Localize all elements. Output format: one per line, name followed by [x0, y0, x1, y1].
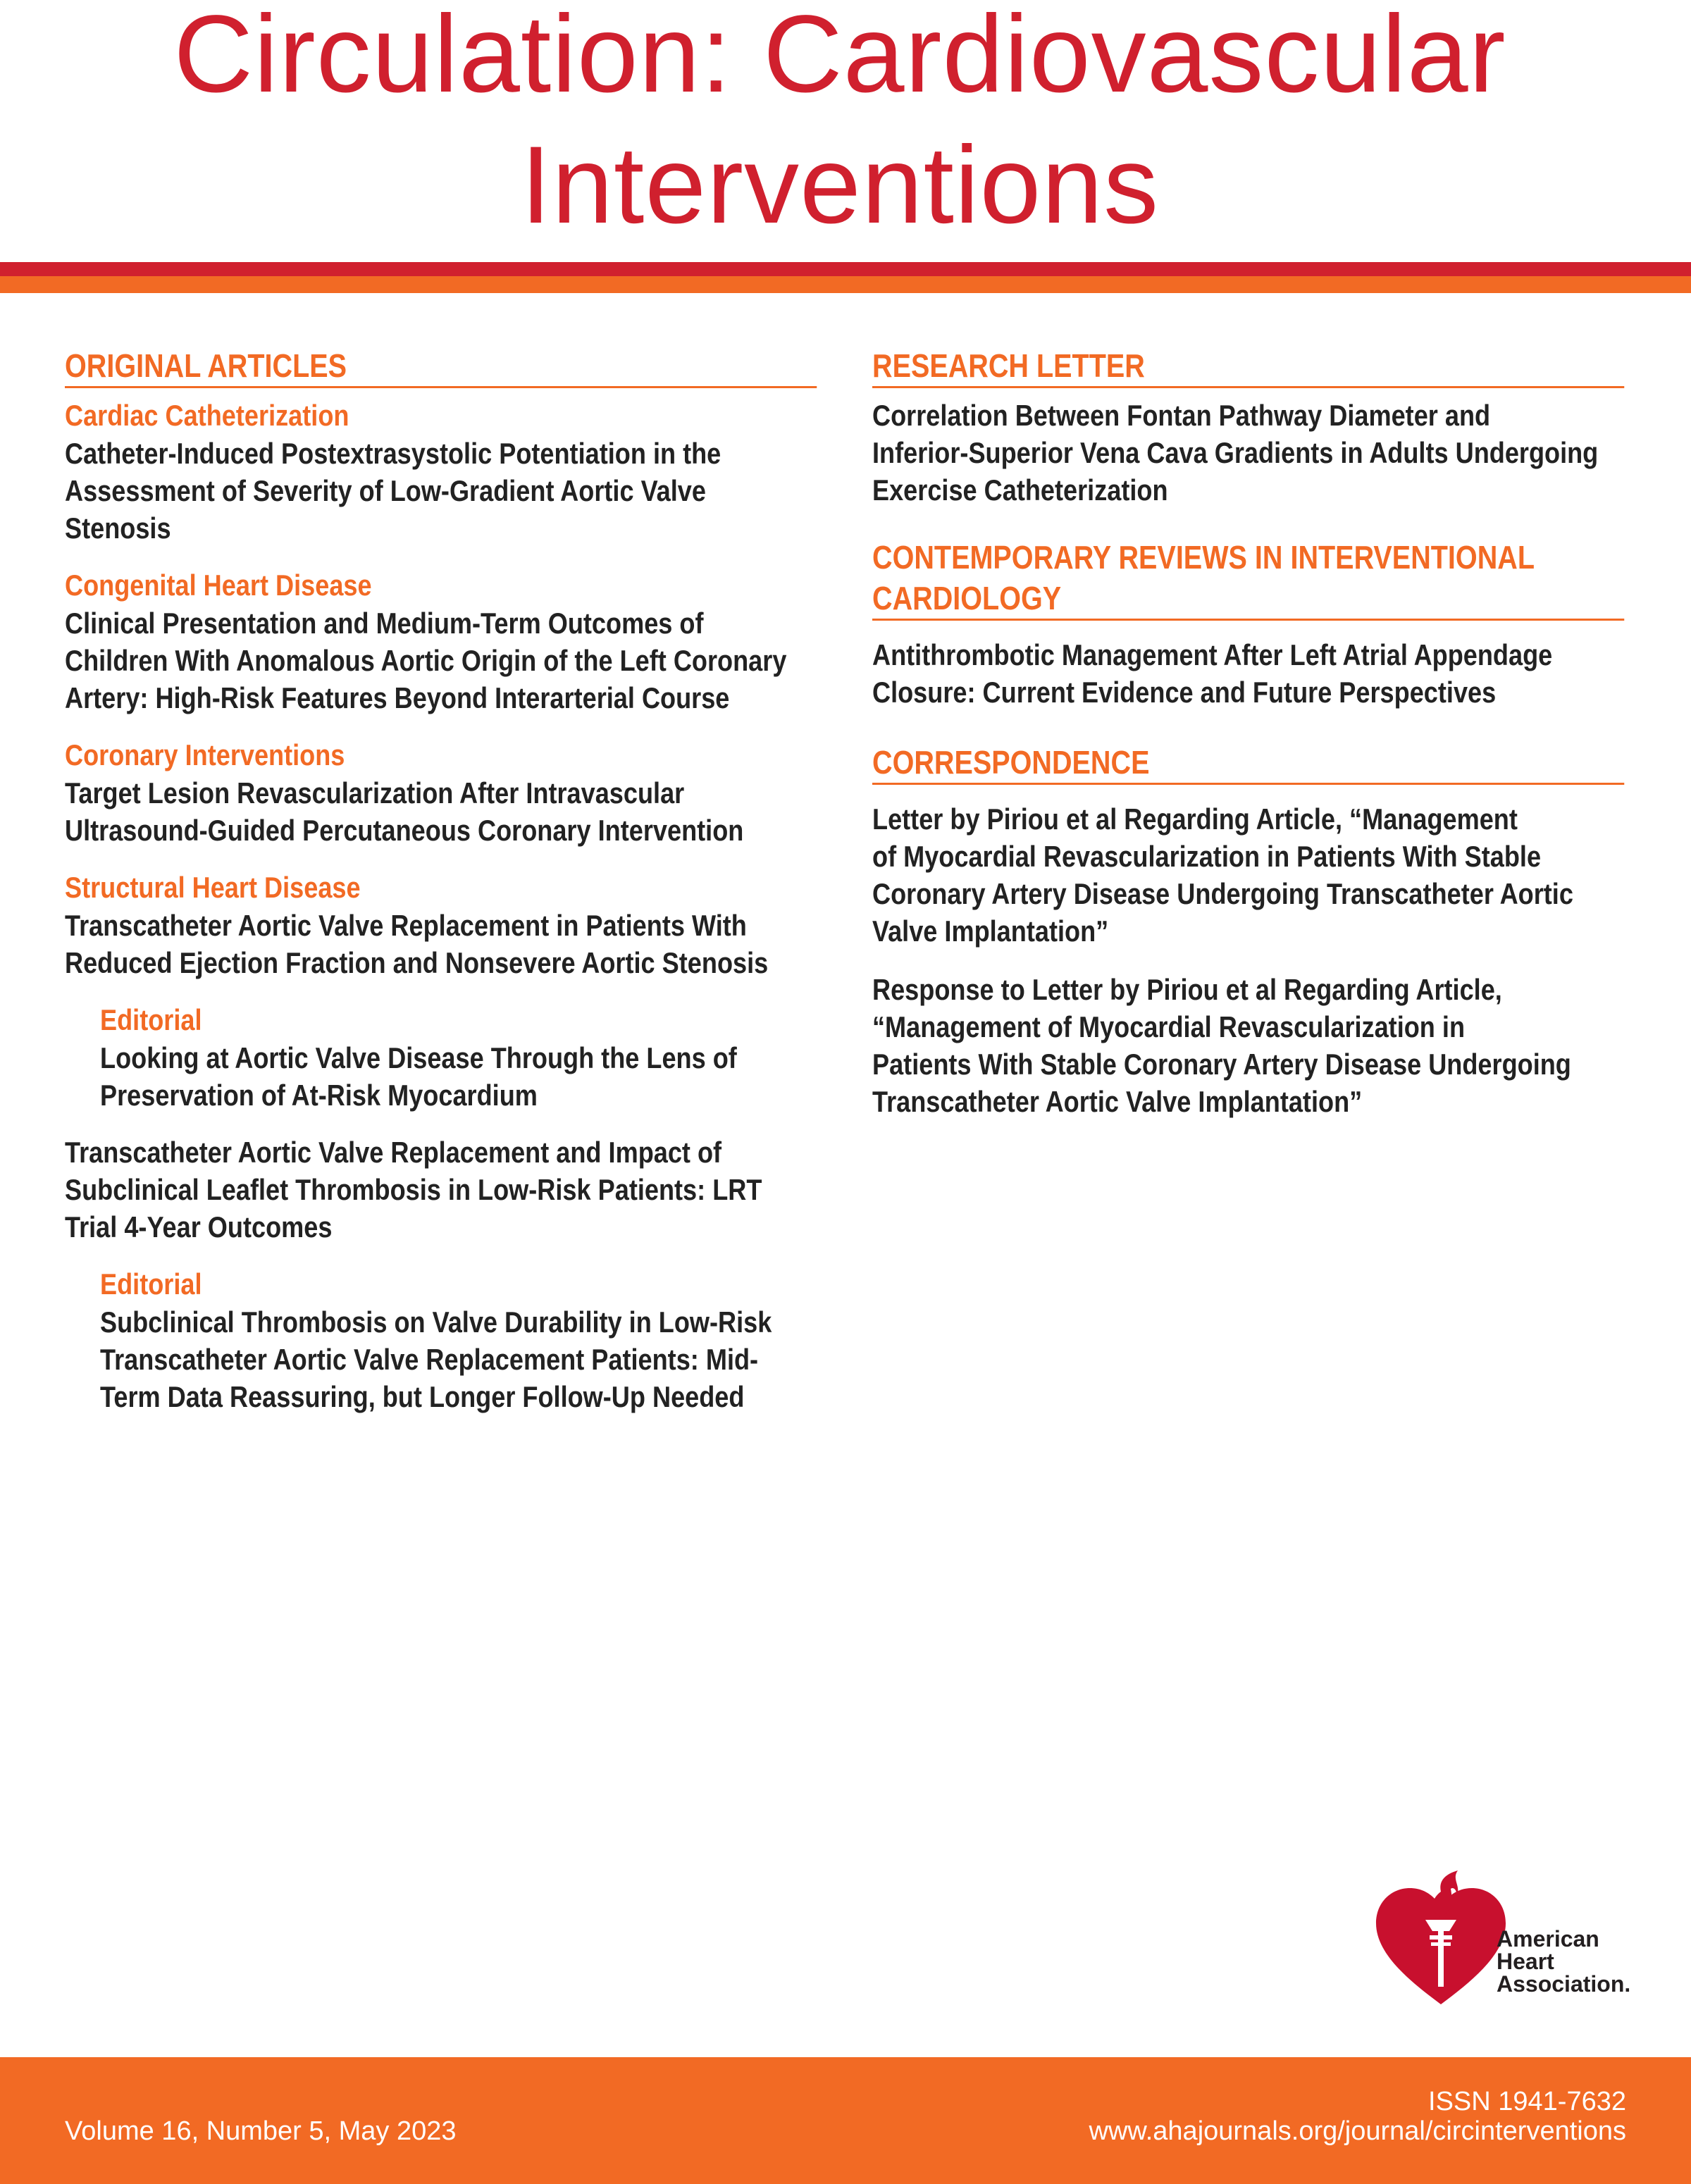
article-title-line: Correlation Between Fontan Pathway Diameter and: [872, 399, 1491, 432]
heart-torch-icon: [1370, 1870, 1511, 2011]
article-title-line: Children With Anomalous Aortic Origin of the Left Coronary: [65, 644, 787, 677]
red-divider: [0, 262, 1691, 276]
article-title-line: Coronary Artery Disease Undergoing Transcatheter Aortic: [872, 877, 1573, 910]
right-column: [872, 345, 1626, 1140]
article-title-line: Stenosis: [65, 511, 171, 545]
article-title-line: Valve Implantation”: [872, 914, 1109, 948]
editorial-label: Editorial: [100, 1003, 202, 1036]
article-title-line: Subclinical Thrombosis on Valve Durability in Low-Risk: [100, 1305, 772, 1339]
article-entry[interactable]: [872, 800, 1626, 950]
article-title-line: Preservation of At-Risk Myocardium: [100, 1079, 538, 1112]
article-entry[interactable]: [872, 397, 1626, 509]
article-entry[interactable]: [872, 971, 1626, 1120]
article-title-line: Transcatheter Aortic Valve Replacement and Impact of: [65, 1136, 722, 1169]
article-title-line: Antithrombotic Management After Left Atrial Appendage: [872, 638, 1553, 671]
article-category: Cardiac Catheterization: [65, 399, 349, 432]
article-title-line: Reduced Ejection Fraction and Nonsevere Aortic Stenosis: [65, 946, 769, 979]
article-entry[interactable]: [65, 1134, 819, 1246]
editorial-entry[interactable]: [65, 1001, 819, 1114]
section-title-correspondence: CORRESPONDENCE: [872, 742, 1624, 785]
section-title-contemporary-reviews: CONTEMPORARY REVIEWS IN INTERVENTIONAL CARDIOLOGY: [872, 537, 1624, 621]
issn-label: ISSN 1941-7632: [1428, 2087, 1626, 2116]
article-title-line: Response to Letter by Piriou et al Regarding Article,: [872, 973, 1502, 1006]
editorial-entry[interactable]: [65, 1265, 819, 1415]
article-title-line: Exercise Catheterization: [872, 473, 1168, 507]
article-entry[interactable]: [65, 736, 819, 849]
section-title-research-letter: RESEARCH LETTER: [872, 345, 1624, 388]
article-title-line: of Myocardial Revascularization in Patients With Stable: [872, 840, 1542, 873]
article-title-line: Ultrasound-Guided Percutaneous Coronary Intervention: [65, 814, 744, 847]
article-category: Coronary Interventions: [65, 738, 345, 771]
article-title-line: Looking at Aortic Valve Disease Through the Lens of: [100, 1041, 737, 1074]
article-title-line: Transcatheter Aortic Valve Replacement in Patients With: [65, 909, 747, 942]
article-entry[interactable]: [65, 869, 819, 981]
article-title-line: Term Data Reassuring, but Longer Follow-Up Needed: [100, 1380, 745, 1413]
article-title-line: Clinical Presentation and Medium-Term Outcomes of: [65, 607, 704, 640]
article-title-line: Letter by Piriou et al Regarding Article, “Management: [872, 802, 1518, 836]
article-title-line: Assessment of Severity of Low-Gradient Aortic Valve: [65, 474, 706, 507]
article-category: Structural Heart Disease: [65, 871, 361, 904]
article-title-line: Closure: Current Evidence and Future Perspectives: [872, 676, 1497, 709]
journal-url-link[interactable]: www.ahajournals.org/journal/circinterventions: [1089, 2116, 1626, 2146]
article-title-line: Transcatheter Aortic Valve Replacement Patients: Mid-: [100, 1343, 759, 1376]
article-title-line: Target Lesion Revascularization After Intravascular: [65, 776, 685, 809]
orange-divider: [0, 276, 1691, 293]
article-title-line: “Management of Myocardial Revascularization in: [872, 1010, 1466, 1043]
article-category: Congenital Heart Disease: [65, 569, 372, 602]
article-entry[interactable]: [65, 566, 819, 716]
logo-text-line: Heart: [1497, 1949, 1554, 1974]
logo-text-line: Association.: [1497, 1971, 1631, 1997]
article-title-line: Catheter-Induced Postextrasystolic Potentiation in the: [65, 437, 721, 470]
section-title-original-articles: ORIGINAL ARTICLES: [65, 345, 817, 388]
logo-text-line: American: [1497, 1926, 1599, 1952]
footer-bar: [0, 2057, 1691, 2184]
journal-title-line-1: Circulation: Cardiovascular: [173, 0, 1506, 116]
journal-title-line-2: Interventions: [520, 124, 1160, 247]
article-entry[interactable]: [65, 397, 819, 547]
article-title-line: Patients With Stable Coronary Artery Disease Undergoing: [872, 1048, 1571, 1081]
article-title-line: Subclinical Leaflet Thrombosis in Low-Risk Patients: LRT: [65, 1173, 762, 1206]
issue-info: Volume 16, Number 5, May 2023: [65, 2116, 457, 2146]
aha-logo-text: [1497, 1928, 1630, 1995]
original-articles-column: [65, 345, 819, 1435]
article-title-line: Transcatheter Aortic Valve Implantation”: [872, 1085, 1363, 1118]
editorial-label: Editorial: [100, 1267, 202, 1301]
article-title-line: Trial 4-Year Outcomes: [65, 1210, 333, 1243]
masthead: [0, 0, 1691, 261]
article-title-line: Artery: High-Risk Features Beyond Interarterial Course: [65, 681, 730, 714]
article-entry[interactable]: [872, 636, 1626, 711]
article-title-line: Inferior-Superior Vena Cava Gradients in Adults Undergoing: [872, 436, 1599, 469]
